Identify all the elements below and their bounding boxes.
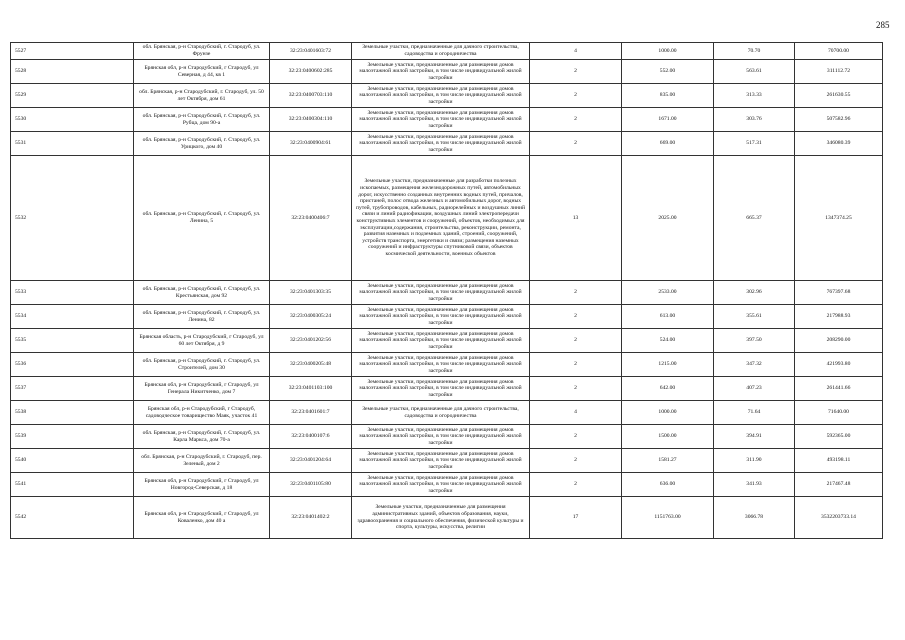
cadastral-number-cell: 32:23:0400304:110 (270, 108, 352, 132)
area-cell: 636.00 (622, 473, 714, 497)
area-cell: 835.00 (622, 84, 714, 108)
cadastral-number-cell: 32:23:0401202:56 (270, 329, 352, 353)
row-number: 5536 (11, 353, 134, 377)
land-use-cell: Земельные участки, предназначенные для размещения домов малоэтажной жилой застройки, в том числе индивидуальной жилой застройки (352, 329, 530, 353)
specific-value-cell: 394.91 (714, 425, 795, 449)
specific-value-cell: 311.90 (714, 449, 795, 473)
cadastral-value-cell: 507582.96 (795, 108, 883, 132)
address-cell: Брянская обл, р-н Стародубский, г Стародуб, садоводческое товарищество Маяк, участок 41 (134, 401, 270, 425)
land-use-cell: Земельные участки, предназначенные для размещения домов малоэтажной жилой застройки, в том числе индивидуальной жилой застройки (352, 473, 530, 497)
cadastral-value-table (10, 42, 883, 539)
row-number: 5539 (11, 425, 134, 449)
land-use-cell: Земельные участки, предназначенные для разработки полезных ископаемых, размещения железнодорожных путей, автомобильных дорог, искусственно созданных внутренних водных путей, причалов, пристаней, полос отвода железных и автомобильных дорог, водных путей, трубопроводов, кабельных, радиорелейных и воздушных линий связи и линий радиофикации, воздушных линий электропередачи конструктивных элементов и сооружений, объектов, необходимых для эксплуатации,содержания, строительства, реконструкции, ремонта, развития наземных и подземных зданий, строений, сооружений, устройств транспорта, энергетики и связи; размещения наземных сооружений и инфраструктуры спутниковой связи, объектов космической деятельности, военных объектов (352, 156, 530, 281)
row-number: 5533 (11, 281, 134, 305)
cadastral-number-cell: 32:23:0400107:6 (270, 425, 352, 449)
cadastral-number-cell: 32:23:0400904:61 (270, 132, 352, 156)
table-row (11, 281, 883, 305)
cadastral-number-cell: 32:23:0401204:64 (270, 449, 352, 473)
row-number: 5527 (11, 43, 134, 60)
specific-value-cell: 563.61 (714, 60, 795, 84)
group-number-cell: 2 (530, 108, 622, 132)
land-use-cell: Земельные участки, предназначенные для размещения домов малоэтажной жилой застройки, в том числе индивидуальной жилой застройки (352, 425, 530, 449)
table-row (11, 329, 883, 353)
address-cell: обл. Брянская, р-н Стародубский, г. Стародуб, ул. Ленина, 5 (134, 156, 270, 281)
table-row (11, 108, 883, 132)
group-number-cell: 2 (530, 377, 622, 401)
area-cell: 1500.00 (622, 425, 714, 449)
address-cell: Брянская обл, р-н Стародубский, г Стародуб, ул Новгород-Северская, д 18 (134, 473, 270, 497)
group-number-cell: 2 (530, 281, 622, 305)
table-row (11, 60, 883, 84)
row-number: 5542 (11, 497, 134, 539)
land-use-cell: Земельные участки, предназначенные для дачного строительства, садоводства и огородничества (352, 43, 530, 60)
row-number: 5541 (11, 473, 134, 497)
group-number-cell: 2 (530, 353, 622, 377)
cadastral-value-cell: 217988.93 (795, 305, 883, 329)
group-number-cell: 2 (530, 305, 622, 329)
land-use-cell: Земельные участки, предназначенные для размещения домов малоэтажной жилой застройки, в том числе индивидуальной жилой застройки (352, 132, 530, 156)
area-cell: 1581.27 (622, 449, 714, 473)
land-use-cell: Земельные участки, предназначенные для размещения домов малоэтажной жилой застройки, в том числе индивидуальной жилой застройки (352, 305, 530, 329)
group-number-cell: 2 (530, 329, 622, 353)
area-cell: 1671.00 (622, 108, 714, 132)
land-use-cell: Земельные участки, предназначенные для размещения домов малоэтажной жилой застройки, в том числе индивидуальной жилой застройки (352, 108, 530, 132)
area-cell: 642.00 (622, 377, 714, 401)
row-number: 5534 (11, 305, 134, 329)
area-cell: 1151763.00 (622, 497, 714, 539)
table-row (11, 425, 883, 449)
land-use-cell: Земельные участки, предназначенные для размещения домов малоэтажной жилой застройки, в том числе индивидуальной жилой застройки (352, 281, 530, 305)
row-number: 5538 (11, 401, 134, 425)
group-number-cell: 2 (530, 425, 622, 449)
row-number: 5528 (11, 60, 134, 84)
row-number: 5530 (11, 108, 134, 132)
cadastral-number-cell: 32:23:0400703:110 (270, 84, 352, 108)
cadastral-value-cell: 70700.00 (795, 43, 883, 60)
cadastral-value-cell: 217467.48 (795, 473, 883, 497)
address-cell: обл. Брянская, р-н Стародубский, г. Стародуб, ул. Фрунзе (134, 43, 270, 60)
area-cell: 1000.00 (622, 43, 714, 60)
land-use-cell: Земельные участки, предназначенные для размещения домов малоэтажной жилой застройки, в том числе индивидуальной жилой застройки (352, 60, 530, 84)
group-number-cell: 4 (530, 43, 622, 60)
area-cell: 669.00 (622, 132, 714, 156)
area-cell: 2025.00 (622, 156, 714, 281)
cadastral-value-cell: 71640.00 (795, 401, 883, 425)
cadastral-number-cell: 32:23:0401603:72 (270, 43, 352, 60)
cadastral-value-cell: 767397.68 (795, 281, 883, 305)
address-cell: обл. Брянская, р-н Стародубский, г. Стародуб, ул. Ленина, 82 (134, 305, 270, 329)
cadastral-value-cell: 261441.66 (795, 377, 883, 401)
table-row (11, 377, 883, 401)
address-cell: обл. Брянская, р-н Стародубский, г. Стародуб, ул. 50 лет Октября, дом 61 (134, 84, 270, 108)
cadastral-value-cell: 311112.72 (795, 60, 883, 84)
land-use-cell: Земельные участки, предназначенные для размещения административных зданий, объектов образования, науки, здравоохранения и социального обеспечения, физической культуры и спорта, культуры, искусства, религии (352, 497, 530, 539)
specific-value-cell: 341.93 (714, 473, 795, 497)
land-use-cell: Земельные участки, предназначенные для размещения домов малоэтажной жилой застройки, в том числе индивидуальной жилой застройки (352, 377, 530, 401)
cadastral-number-cell: 32:23:0400602:285 (270, 60, 352, 84)
area-cell: 2533.00 (622, 281, 714, 305)
table-row (11, 84, 883, 108)
cadastral-value-cell: 1347374.25 (795, 156, 883, 281)
cadastral-number-cell: 32:23:0400305:24 (270, 305, 352, 329)
cadastral-number-cell: 32:23:0401103:100 (270, 377, 352, 401)
address-cell: Брянская область, р-н Стародубский, г Стародуб, ул 60 лет Октября, д 9 (134, 329, 270, 353)
row-number: 5540 (11, 449, 134, 473)
cadastral-number-cell: 32:23:0400406:7 (270, 156, 352, 281)
group-number-cell: 2 (530, 473, 622, 497)
area-cell: 552.00 (622, 60, 714, 84)
specific-value-cell: 397.50 (714, 329, 795, 353)
cadastral-value-cell: 3532203733.14 (795, 497, 883, 539)
area-cell: 613.00 (622, 305, 714, 329)
group-number-cell: 13 (530, 156, 622, 281)
address-cell: обл. Брянская, р-н Стародубский, г. Стародуб, ул. Карла Маркса, дом 70-а (134, 425, 270, 449)
cadastral-value-cell: 261630.55 (795, 84, 883, 108)
table-row (11, 305, 883, 329)
area-cell: 1000.00 (622, 401, 714, 425)
page-number: 285 (876, 20, 890, 30)
address-cell: обл. Брянская, р-н Стародубский, г. Стародуб, ул. Рубца, дом 90-а (134, 108, 270, 132)
cadastral-value-cell: 493198.11 (795, 449, 883, 473)
table-row (11, 473, 883, 497)
area-cell: 524.00 (622, 329, 714, 353)
specific-value-cell: 347.32 (714, 353, 795, 377)
land-use-cell: Земельные участки, предназначенные для размещения домов малоэтажной жилой застройки, в том числе индивидуальной жилой застройки (352, 353, 530, 377)
address-cell: Брянская обл, р-н Стародубский, г Стародуб, ул Генерала Никитченко, дом 7 (134, 377, 270, 401)
table-row (11, 497, 883, 539)
address-cell: Брянская обл, р-н Стародубский, г Стародуб, ул Коваленко, дом 40 а (134, 497, 270, 539)
specific-value-cell: 71.64 (714, 401, 795, 425)
group-number-cell: 4 (530, 401, 622, 425)
group-number-cell: 2 (530, 60, 622, 84)
cadastral-value-cell: 421993.80 (795, 353, 883, 377)
group-number-cell: 17 (530, 497, 622, 539)
specific-value-cell: 303.76 (714, 108, 795, 132)
cadastral-value-cell: 346080.39 (795, 132, 883, 156)
table-row (11, 156, 883, 281)
address-cell: обл. Брянская, р-н Стародубский, г. Стародуб, ул. Строителей, дом 30 (134, 353, 270, 377)
row-number: 5535 (11, 329, 134, 353)
cadastral-number-cell: 32:23:0400205:48 (270, 353, 352, 377)
specific-value-cell: 3066.78 (714, 497, 795, 539)
address-cell: обл. Брянская, р-н Стародубский, г. Стародуб, пер. Зеленый, дом 2 (134, 449, 270, 473)
table-row (11, 353, 883, 377)
group-number-cell: 2 (530, 84, 622, 108)
group-number-cell: 2 (530, 449, 622, 473)
row-number: 5532 (11, 156, 134, 281)
area-cell: 1215.00 (622, 353, 714, 377)
specific-value-cell: 313.33 (714, 84, 795, 108)
land-use-cell: Земельные участки, предназначенные для размещения домов малоэтажной жилой застройки, в том числе индивидуальной жилой застройки (352, 84, 530, 108)
specific-value-cell: 665.37 (714, 156, 795, 281)
group-number-cell: 2 (530, 132, 622, 156)
cadastral-number-cell: 32:23:0401402:2 (270, 497, 352, 539)
specific-value-cell: 302.96 (714, 281, 795, 305)
address-cell: обл. Брянская, р-н Стародубский, г. Стародуб, ул. Крестьянская, дом 92 (134, 281, 270, 305)
specific-value-cell: 355.61 (714, 305, 795, 329)
cadastral-number-cell: 32:23:0401303:35 (270, 281, 352, 305)
cadastral-value-cell: 592365.00 (795, 425, 883, 449)
cadastral-number-cell: 32:23:0401601:7 (270, 401, 352, 425)
row-number: 5531 (11, 132, 134, 156)
specific-value-cell: 407.23 (714, 377, 795, 401)
row-number: 5529 (11, 84, 134, 108)
row-number: 5537 (11, 377, 134, 401)
specific-value-cell: 70.70 (714, 43, 795, 60)
table-row (11, 132, 883, 156)
address-cell: Брянская обл, р-н Стародубский, г Стародуб, ул Северная, д 44, кв 1 (134, 60, 270, 84)
table-row (11, 43, 883, 60)
land-use-cell: Земельные участки, предназначенные для дачного строительства, садоводства и огородничества (352, 401, 530, 425)
table-row (11, 401, 883, 425)
cadastral-number-cell: 32:23:0401105:80 (270, 473, 352, 497)
land-use-cell: Земельные участки, предназначенные для размещения домов малоэтажной жилой застройки, в том числе индивидуальной жилой застройки (352, 449, 530, 473)
table-row (11, 449, 883, 473)
address-cell: обл. Брянская, р-н Стародубский, г. Стародуб, ул. Урицкого, дом 40 (134, 132, 270, 156)
cadastral-value-cell: 208290.00 (795, 329, 883, 353)
specific-value-cell: 517.31 (714, 132, 795, 156)
